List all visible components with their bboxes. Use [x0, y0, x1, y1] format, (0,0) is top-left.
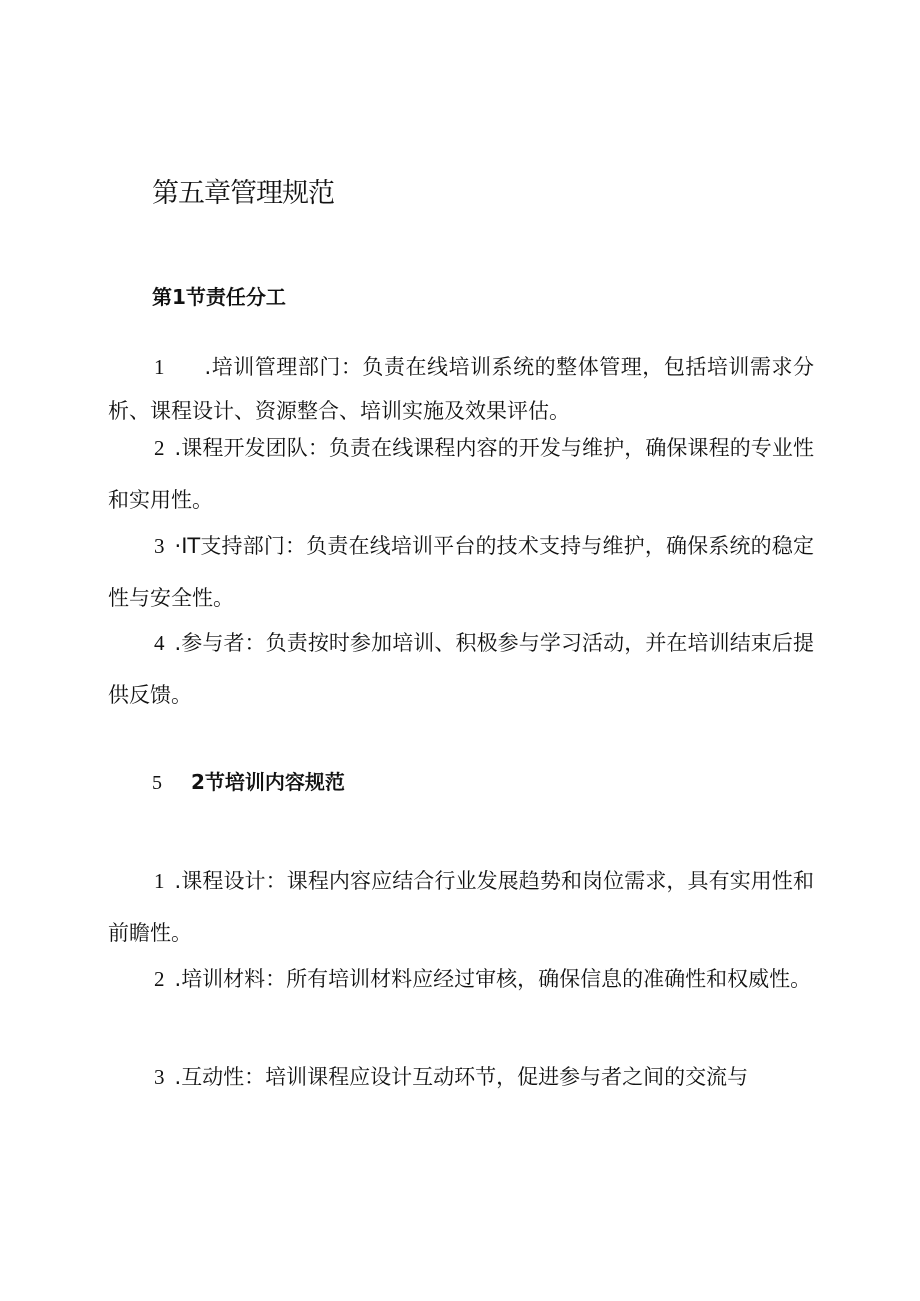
item-number: 1: [154, 355, 165, 379]
list-item: [108, 520, 814, 624]
item-text: 互动性：培训课程应设计互动环节，促进参与者之间的交流与: [181, 1065, 749, 1089]
item-separator: .: [174, 869, 182, 893]
section-title-responsibilities: 第1节责任分工: [152, 285, 286, 309]
list-item: [108, 617, 814, 721]
list-item: [108, 953, 814, 1005]
item-separator: .: [174, 967, 182, 991]
item-separator: ·: [174, 534, 182, 558]
section-number: 5: [152, 772, 162, 794]
item-number: 3: [154, 1065, 165, 1089]
item-separator: .: [174, 1065, 182, 1089]
item-text: 课程开发团队：负责在线课程内容的开发与维护，确保课程的专业性和实用性。: [108, 436, 814, 512]
section-title-content-standards: [152, 767, 345, 798]
item-separator: .: [174, 631, 182, 655]
list-item: [108, 422, 814, 526]
item-text: 培训管理部门：负责在线培训系统的整体管理，包括培训需求分析、课程设计、资源整合、培训实施及效果评估。: [108, 355, 814, 423]
item-separator: .: [204, 355, 212, 379]
item-number: 1: [154, 869, 165, 893]
section-title-text: 2节培训内容规范: [191, 770, 345, 794]
item-number: 2: [154, 967, 165, 991]
item-text: 课程设计：课程内容应结合行业发展趋势和岗位需求，具有实用性和前瞻性。: [108, 869, 814, 945]
chapter-title: 第五章管理规范: [152, 178, 334, 209]
item-number: 3: [154, 534, 165, 558]
item-text: IT支持部门：负责在线培训平台的技术支持与维护，确保系统的稳定性与安全性。: [108, 534, 814, 610]
item-number: 4: [154, 631, 165, 655]
item-number: 2: [154, 436, 165, 460]
list-item: [108, 345, 814, 433]
list-item: [108, 855, 814, 959]
list-item: [108, 1051, 814, 1103]
item-text: 参与者：负责按时参加培训、积极参与学习活动，并在培训结束后提供反馈。: [108, 631, 814, 707]
item-separator: .: [174, 436, 182, 460]
item-text: 培训材料：所有培训材料应经过审核，确保信息的准确性和权威性。: [181, 967, 812, 991]
